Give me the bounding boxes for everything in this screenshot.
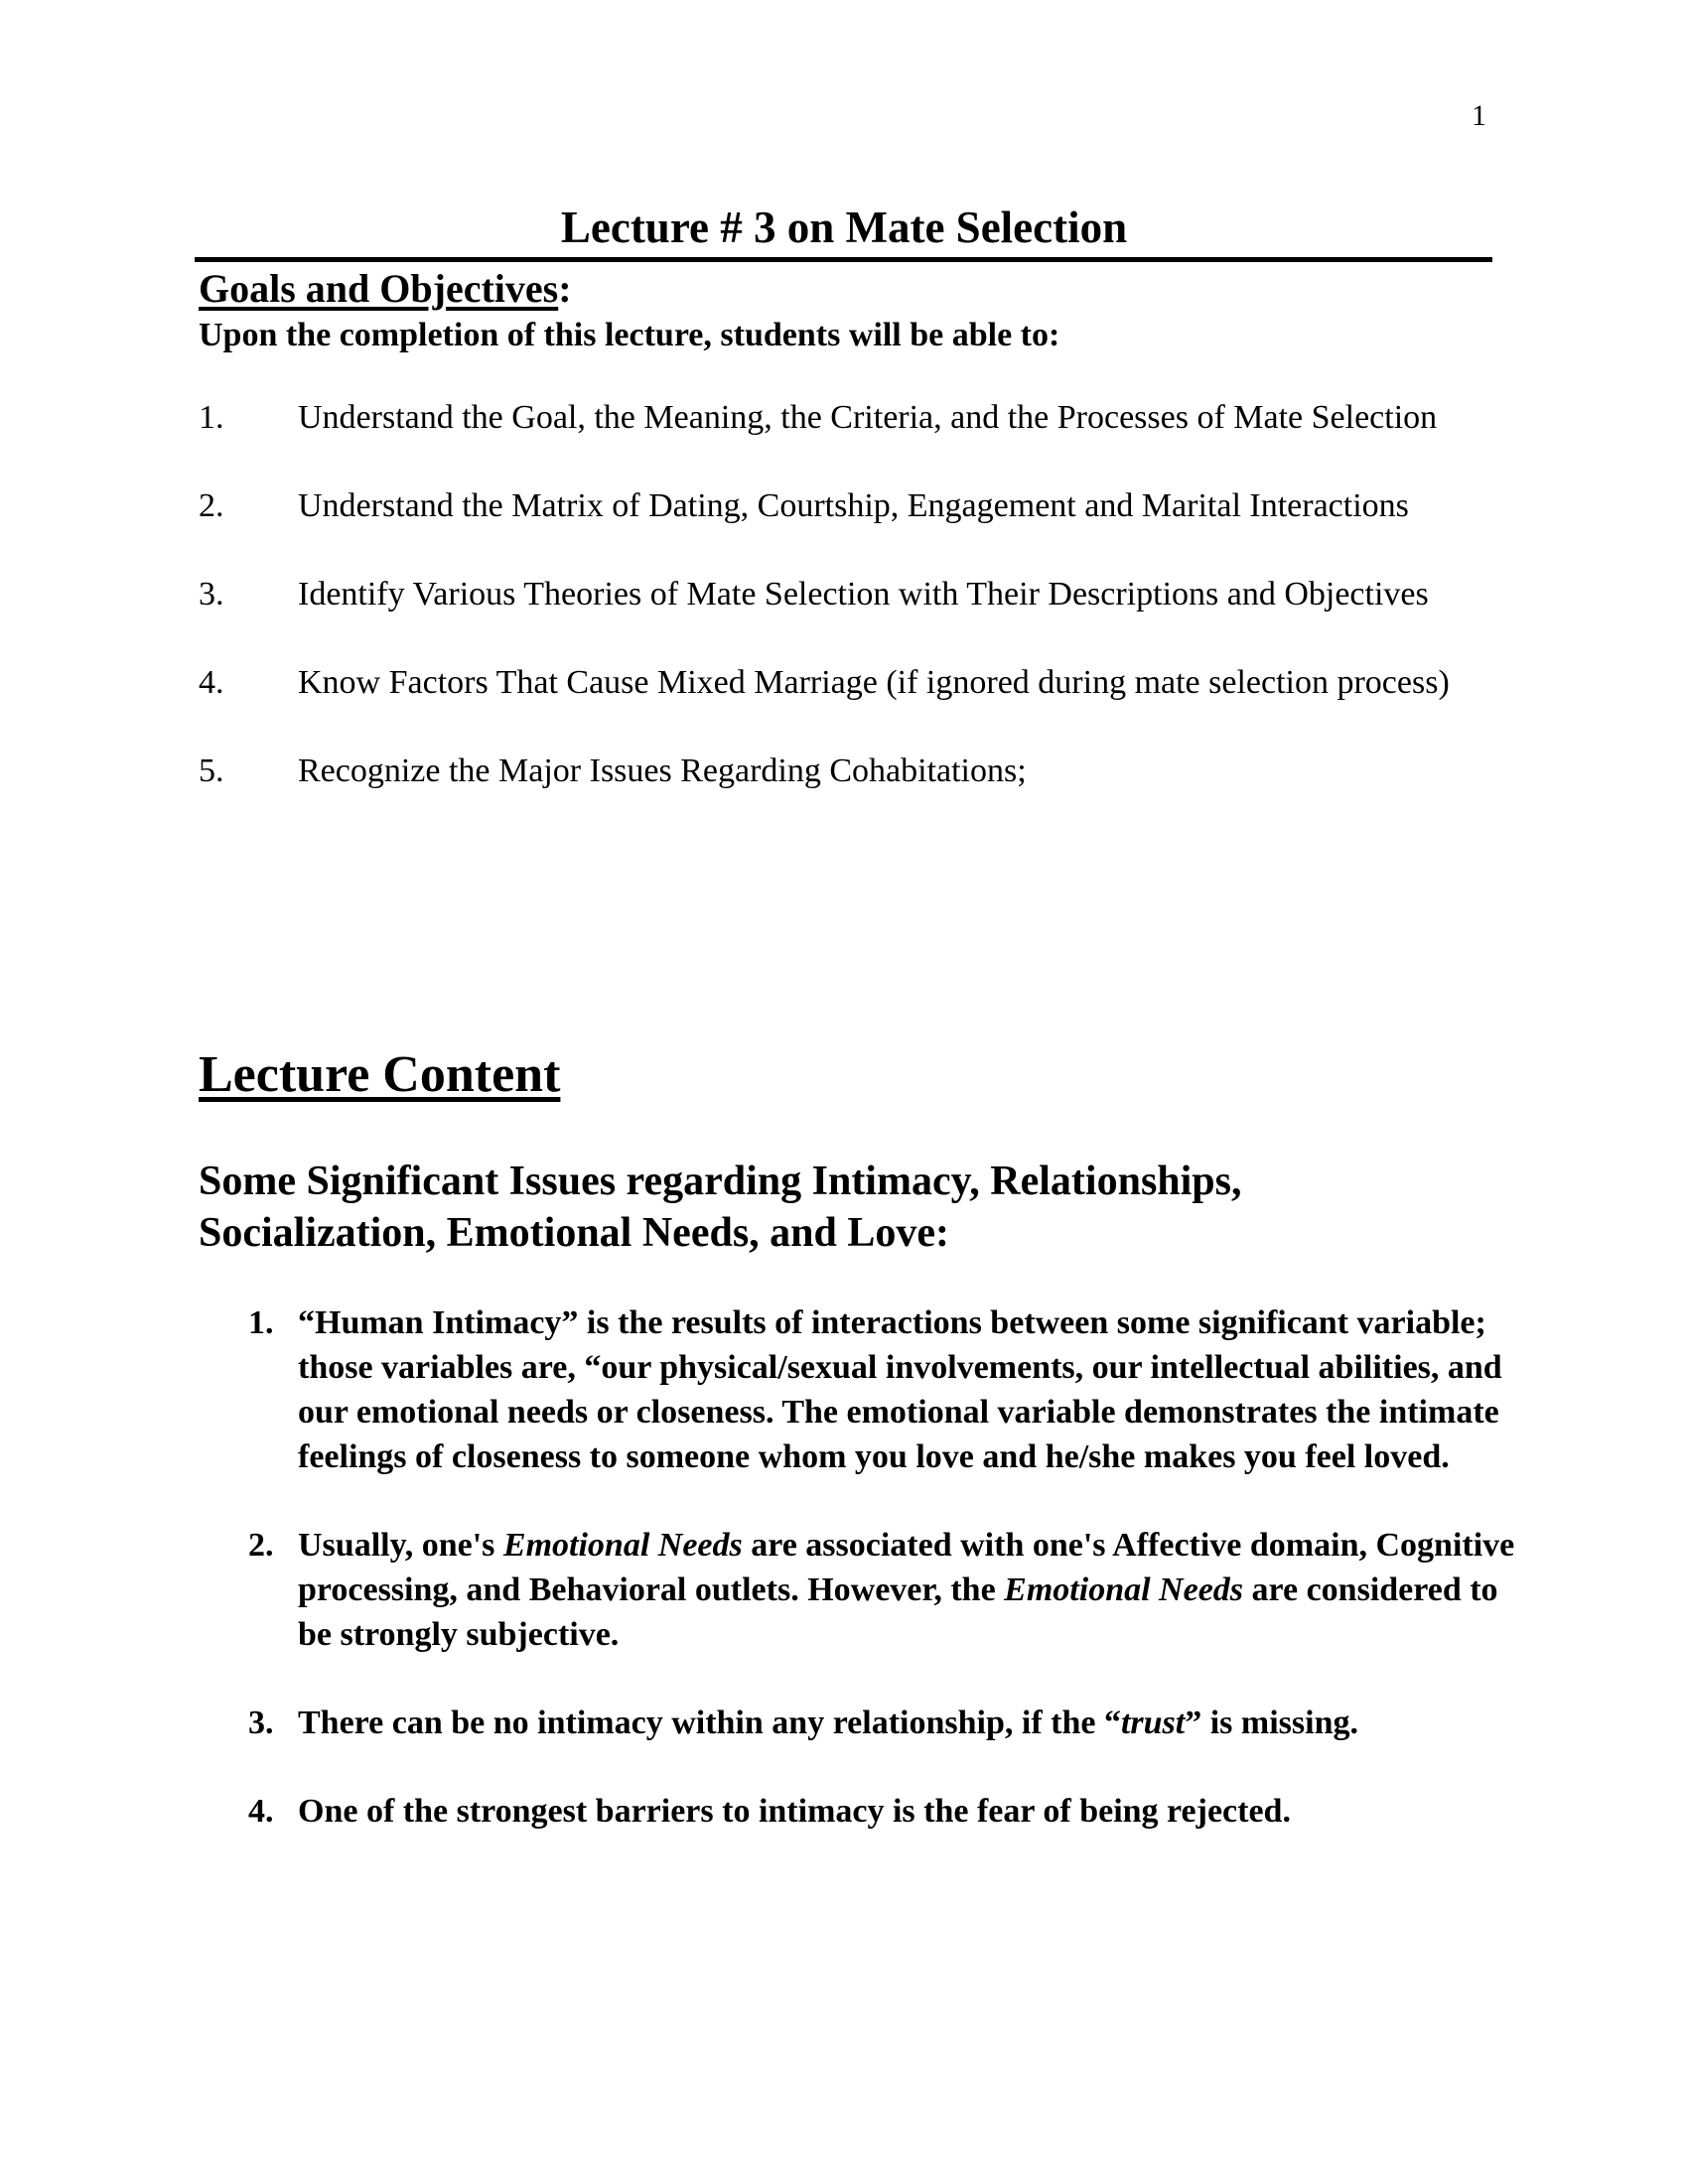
objective-number: 3.: [199, 576, 224, 613]
objective-item: [199, 395, 1509, 440]
issue-item: [248, 1701, 1529, 1745]
issue-text-segment: are associated with one's Affective domain, Cognitive processing, and Behavioral outlets. However, the: [298, 1527, 1515, 1608]
issue-number: 2.: [248, 1527, 274, 1564]
objective-text: Recognize the Major Issues Regarding Cohabitations;: [298, 752, 1027, 789]
objective-number: 1.: [199, 399, 224, 436]
lecture-content-heading: Lecture Content: [199, 1046, 561, 1103]
issue-number: 1.: [248, 1304, 274, 1341]
objective-text: Understand the Goal, the Meaning, the Criteria, and the Processes of Mate Selection: [298, 399, 1438, 436]
emphasis-emotional-needs: Emotional Needs: [502, 1527, 743, 1564]
goals-heading-text: Goals and Objectives: [199, 266, 559, 311]
issue-item: [248, 1789, 1529, 1834]
issue-item: [248, 1300, 1529, 1479]
objective-item: [199, 572, 1509, 616]
objective-text: Know Factors That Cause Mixed Marriage (if ignored during mate selection process): [298, 664, 1450, 701]
issue-text-segment: ” is missing.: [1185, 1705, 1358, 1741]
issue-number: 4.: [248, 1793, 274, 1830]
objective-item: [199, 749, 1509, 793]
issue-text-segment: Usually, one's: [298, 1527, 503, 1564]
objective-number: 2.: [199, 487, 224, 524]
issue-text: [298, 1705, 1358, 1741]
issues-subheading: Some Significant Issues regarding Intimacy, Relationships, Socialization, Emotional Needs, and Love:: [199, 1159, 1242, 1256]
issues-list: [248, 1300, 1529, 1877]
emphasis-trust: trust: [1120, 1705, 1186, 1741]
objective-number: 4.: [199, 664, 224, 701]
document-title: Lecture # 3 on Mate Selection: [560, 203, 1128, 252]
issue-text: One of the strongest barriers to intimacy is the fear of being rejected.: [298, 1793, 1291, 1830]
objectives-list: [199, 395, 1509, 837]
issue-text-segment: are considered to be strongly subjective.: [298, 1571, 1498, 1653]
issue-item: [248, 1523, 1529, 1657]
issue-number: 3.: [248, 1705, 274, 1741]
goals-heading-colon: :: [558, 266, 572, 311]
objective-item: [199, 483, 1509, 528]
issue-text-segment: There can be no intimacy within any relationship, if the “: [298, 1705, 1121, 1741]
issue-text: “Human Intimacy” is the results of interactions between some significant variable; those variables are, “our physical/sexual involvements, our intellectual abilities, and our emotional needs or closeness. The emotional variable demonstrates the intimate feelings of closeness to someone whom you love and he/she makes you feel loved.: [298, 1304, 1502, 1475]
goals-intro: Upon the completion of this lecture, students will be able to:: [199, 317, 1060, 353]
objective-number: 5.: [199, 752, 224, 789]
title-divider: [195, 257, 1492, 262]
emphasis-emotional-needs: Emotional Needs: [1004, 1571, 1244, 1608]
objective-text: Identify Various Theories of Mate Selection with Their Descriptions and Objectives: [298, 576, 1429, 613]
objective-item: [199, 660, 1509, 705]
page-number: 1: [1472, 99, 1486, 132]
goals-heading: [199, 264, 572, 314]
objective-text: Understand the Matrix of Dating, Courtship, Engagement and Marital Interactions: [298, 487, 1409, 524]
issue-text: [298, 1527, 1514, 1653]
